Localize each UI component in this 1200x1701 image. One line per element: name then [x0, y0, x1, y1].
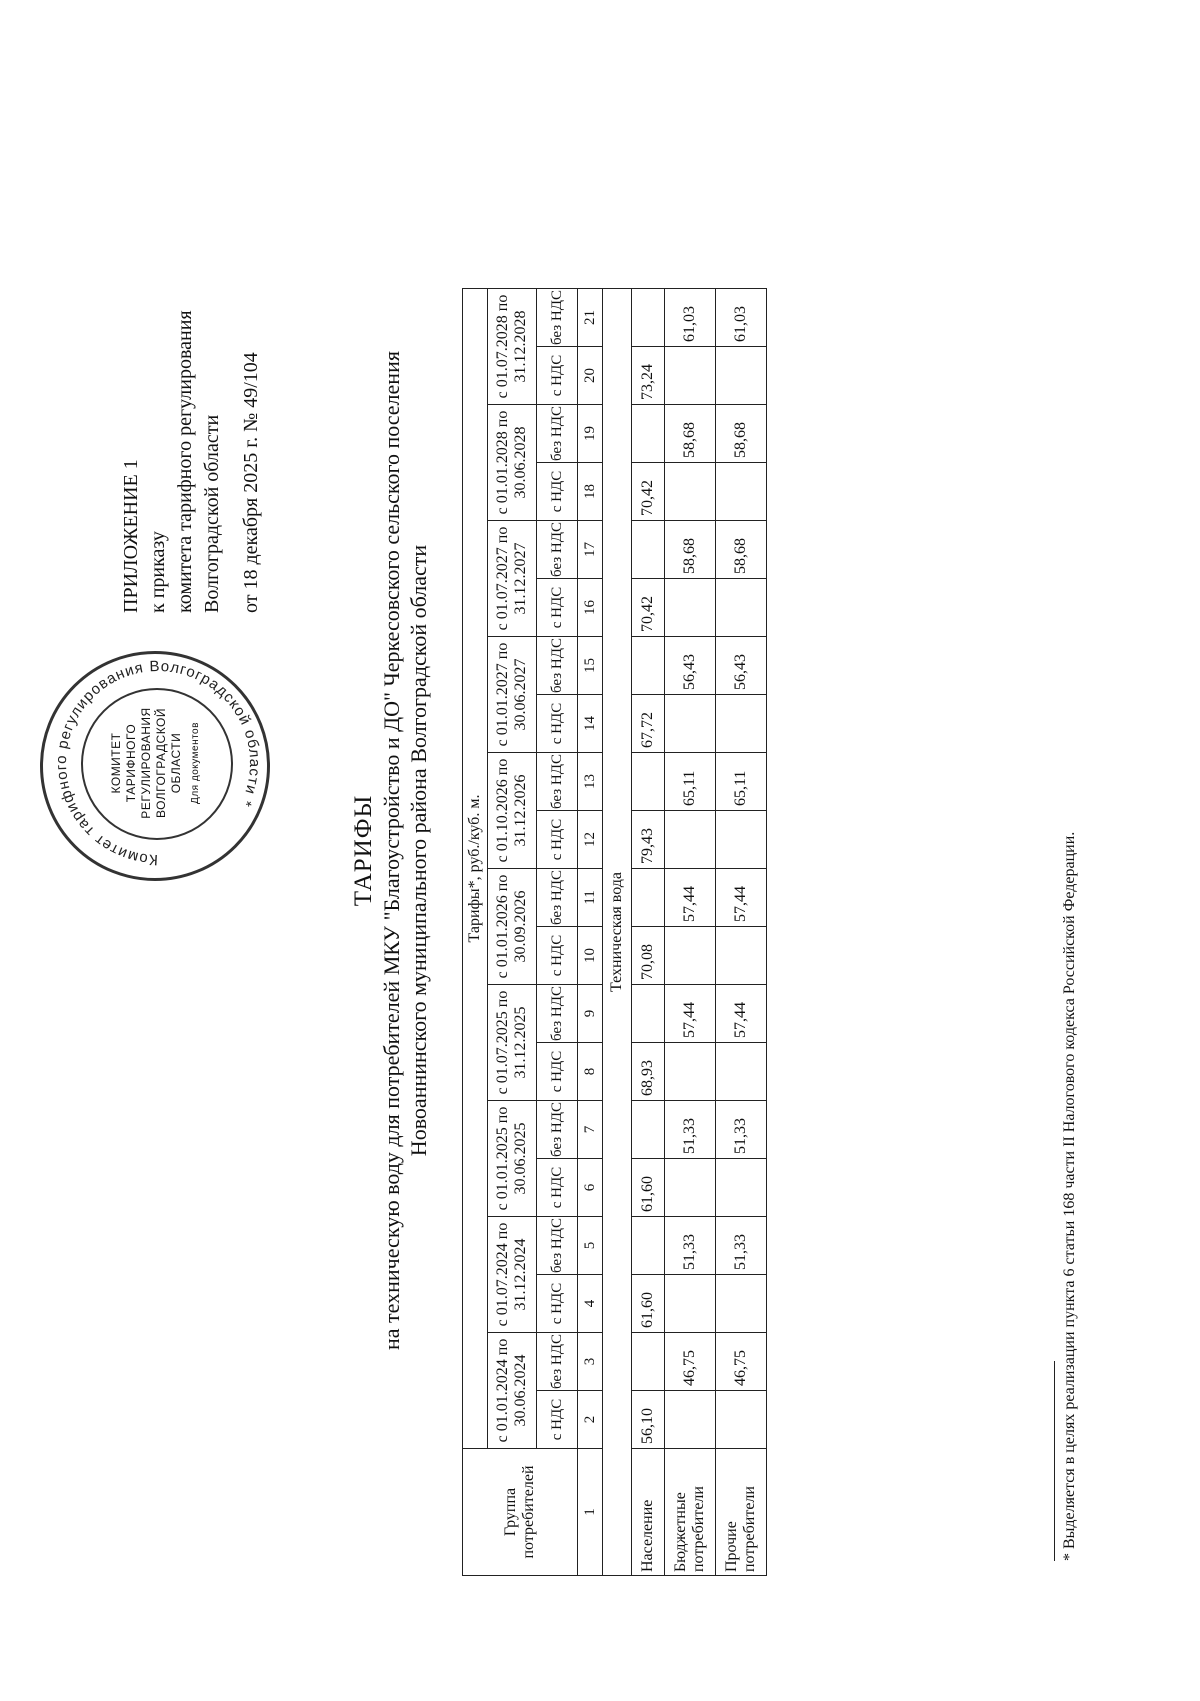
- tariff-value-cell: 51,33: [665, 1217, 716, 1275]
- column-number-cell: 11: [578, 869, 603, 927]
- period-header-cell: с 01.01.2028 по 30.06.2028: [488, 405, 537, 521]
- tariff-value-cell: [632, 637, 665, 695]
- seal-center-line: ТАРИФНОГО: [124, 723, 138, 803]
- tariff-value-cell: [632, 1101, 665, 1159]
- tariff-value-cell: 57,44: [716, 985, 767, 1043]
- footnote-text: * Выделяется в целях реализации пункта 6 статьи 168 части II Налогового кодекса Российской Федерации.: [1061, 831, 1078, 1561]
- column-number-cell: 8: [578, 1043, 603, 1101]
- tariff-value-cell: [716, 579, 767, 637]
- tariff-value-cell: 79,43: [632, 811, 665, 869]
- column-number-cell: 7: [578, 1101, 603, 1159]
- tariff-value-cell: 57,44: [716, 869, 767, 927]
- tariff-value-cell: [632, 985, 665, 1043]
- with-vat-header-cell: с НДС: [537, 1391, 578, 1449]
- row-label-cell: Бюджетные потребители: [665, 1449, 716, 1576]
- appendix-date: от 18 декабря 2025 г. № 49/104: [240, 352, 262, 613]
- tariff-value-cell: 46,75: [665, 1333, 716, 1391]
- tariff-value-cell: [665, 347, 716, 405]
- tariff-value-cell: [716, 811, 767, 869]
- tariff-value-cell: 46,75: [716, 1333, 767, 1391]
- appendix-line-2: комитета тарифного регулирования: [174, 310, 196, 613]
- tariffs-header-cell: Тарифы*, руб./куб. м.: [463, 289, 488, 1449]
- with-vat-header-cell: с НДС: [537, 927, 578, 985]
- tariff-value-cell: 51,33: [665, 1101, 716, 1159]
- tariff-value-cell: [716, 1391, 767, 1449]
- group-header-cell: Группа потребителей: [463, 1449, 578, 1576]
- period-header-cell: с 01.01.2027 по 30.06.2027: [488, 637, 537, 753]
- column-number-cell: 20: [578, 347, 603, 405]
- tariff-value-cell: 65,11: [716, 753, 767, 811]
- document-subtitle-1: на техническую воду для потребителей МКУ "Благоустройство и ДО" Черкесовского сельского поселения: [379, 351, 404, 1350]
- tariff-value-cell: [632, 521, 665, 579]
- with-vat-header-cell: с НДС: [537, 1275, 578, 1333]
- tariff-value-cell: 51,33: [716, 1101, 767, 1159]
- column-number-cell: 19: [578, 405, 603, 463]
- appendix-block: [118, 193, 265, 613]
- tariff-value-cell: 73,24: [632, 347, 665, 405]
- tariff-value-cell: 56,43: [716, 637, 767, 695]
- tariff-value-cell: 61,03: [665, 289, 716, 347]
- tariff-value-cell: 58,68: [716, 405, 767, 463]
- tariff-value-cell: [632, 1217, 665, 1275]
- tariff-value-cell: [665, 1275, 716, 1333]
- period-header-cell: с 01.10.2026 по 31.12.2026: [488, 753, 537, 869]
- without-vat-header-cell: без НДС: [537, 1101, 578, 1159]
- tariff-value-cell: 67,72: [632, 695, 665, 753]
- tariff-value-cell: [716, 1275, 767, 1333]
- column-number-cell: 12: [578, 811, 603, 869]
- tariff-value-cell: [665, 579, 716, 637]
- tariff-value-cell: 58,68: [665, 521, 716, 579]
- tariff-value-cell: 61,60: [632, 1159, 665, 1217]
- tariff-value-cell: [665, 463, 716, 521]
- column-number-cell: 4: [578, 1275, 603, 1333]
- without-vat-header-cell: без НДС: [537, 637, 578, 695]
- period-header-cell: с 01.07.2027 по 31.12.2027: [488, 521, 537, 637]
- period-header-cell: с 01.01.2024 по 30.06.2024: [488, 1333, 537, 1449]
- tariff-value-cell: [665, 1043, 716, 1101]
- tariff-value-cell: 56,43: [665, 637, 716, 695]
- appendix-title: ПРИЛОЖЕНИЕ 1: [120, 459, 142, 613]
- tariff-value-cell: 68,93: [632, 1043, 665, 1101]
- seal-center-line: ВОЛГОГРАДСКОЙ: [154, 707, 168, 819]
- period-header-cell: с 01.07.2025 по 31.12.2025: [488, 985, 537, 1101]
- with-vat-header-cell: с НДС: [537, 347, 578, 405]
- tariff-value-cell: [632, 1333, 665, 1391]
- column-number-cell: 9: [578, 985, 603, 1043]
- without-vat-header-cell: без НДС: [537, 869, 578, 927]
- tariff-value-cell: [716, 1043, 767, 1101]
- tariff-value-cell: [665, 811, 716, 869]
- appendix-line-1: к приказу: [147, 531, 169, 613]
- tariff-value-cell: [665, 695, 716, 753]
- seal-center-text: [109, 696, 203, 830]
- period-header-cell: с 01.01.2025 по 30.06.2025: [488, 1101, 537, 1217]
- without-vat-header-cell: без НДС: [537, 289, 578, 347]
- tariff-value-cell: 70,42: [632, 579, 665, 637]
- period-header-cell: с 01.07.2024 по 31.12.2024: [488, 1217, 537, 1333]
- official-seal: [40, 651, 270, 881]
- table-row: [665, 289, 716, 1576]
- column-number-cell: 16: [578, 579, 603, 637]
- footnote: [1054, 801, 1079, 1561]
- tariff-value-cell: [716, 695, 767, 753]
- row-label-cell: Население: [632, 1449, 665, 1576]
- table-row: [632, 289, 665, 1576]
- tariff-value-cell: 57,44: [665, 985, 716, 1043]
- document-title-block: [350, 0, 432, 1701]
- with-vat-header-cell: с НДС: [537, 1159, 578, 1217]
- column-number-cell: 18: [578, 463, 603, 521]
- without-vat-header-cell: без НДС: [537, 753, 578, 811]
- header-row-tariffs: [463, 289, 488, 1576]
- tariff-value-cell: [716, 347, 767, 405]
- tariff-value-cell: [665, 1391, 716, 1449]
- with-vat-header-cell: с НДС: [537, 1043, 578, 1101]
- column-number-cell: 5: [578, 1217, 603, 1275]
- tariff-value-cell: 65,11: [665, 753, 716, 811]
- without-vat-header-cell: без НДС: [537, 1333, 578, 1391]
- without-vat-header-cell: без НДС: [537, 405, 578, 463]
- tariff-value-cell: 70,42: [632, 463, 665, 521]
- column-number-cell: 14: [578, 695, 603, 753]
- header-row-vat: [537, 289, 578, 1576]
- column-number-cell: 1: [578, 1449, 603, 1576]
- tariff-value-cell: [632, 753, 665, 811]
- document-title: ТАРИФЫ: [350, 794, 377, 907]
- column-number-cell: 21: [578, 289, 603, 347]
- seal-bottom-text: Для документов: [190, 722, 201, 804]
- section-row: [603, 289, 632, 1576]
- with-vat-header-cell: с НДС: [537, 463, 578, 521]
- column-number-cell: 3: [578, 1333, 603, 1391]
- tariff-table-wrapper: [462, 288, 767, 1576]
- with-vat-header-cell: с НДС: [537, 811, 578, 869]
- tariff-value-cell: 58,68: [716, 521, 767, 579]
- tariff-value-cell: [632, 405, 665, 463]
- tariff-value-cell: [716, 1159, 767, 1217]
- table-row: [716, 289, 767, 1576]
- tariff-value-cell: [665, 1159, 716, 1217]
- header-row-periods: [488, 289, 537, 1576]
- period-header-cell: с 01.01.2026 по 30.09.2026: [488, 869, 537, 985]
- column-number-row: [578, 289, 603, 1576]
- tariff-table: [462, 288, 767, 1576]
- tariff-value-cell: 56,10: [632, 1391, 665, 1449]
- section-header-cell: Техническая вода: [603, 289, 632, 1576]
- period-header-cell: с 01.07.2028 по 31.12.2028: [488, 289, 537, 405]
- tariff-value-cell: [632, 289, 665, 347]
- tariff-value-cell: [665, 927, 716, 985]
- tariff-value-cell: 61,03: [716, 289, 767, 347]
- column-number-cell: 15: [578, 637, 603, 695]
- tariff-value-cell: 51,33: [716, 1217, 767, 1275]
- tariff-value-cell: [716, 927, 767, 985]
- tariff-value-cell: 58,68: [665, 405, 716, 463]
- column-number-cell: 17: [578, 521, 603, 579]
- tariff-value-cell: [716, 463, 767, 521]
- svg-text:Комитет тарифного регулировани: Комитет тарифного регулирования Волгоградской области *: [52, 657, 264, 869]
- column-number-cell: 10: [578, 927, 603, 985]
- seal-center-line: КОМИТЕТ: [109, 732, 123, 794]
- without-vat-header-cell: без НДС: [537, 985, 578, 1043]
- column-number-cell: 6: [578, 1159, 603, 1217]
- row-label-cell: Прочие потребители: [716, 1449, 767, 1576]
- with-vat-header-cell: с НДС: [537, 579, 578, 637]
- without-vat-header-cell: без НДС: [537, 1217, 578, 1275]
- appendix-line-3: Волгоградской области: [201, 414, 223, 613]
- seal-center-line: ОБЛАСТИ: [169, 732, 183, 794]
- without-vat-header-cell: без НДС: [537, 521, 578, 579]
- footnote-divider: [1054, 1361, 1055, 1561]
- column-number-cell: 13: [578, 753, 603, 811]
- with-vat-header-cell: с НДС: [537, 695, 578, 753]
- tariff-value-cell: 57,44: [665, 869, 716, 927]
- seal-center-line: РЕГУЛИРОВАНИЯ: [139, 707, 153, 819]
- document-subtitle-2: Новоаннинского муниципального района Волгоградской области: [406, 544, 431, 1157]
- tariff-value-cell: 61,60: [632, 1275, 665, 1333]
- column-number-cell: 2: [578, 1391, 603, 1449]
- tariff-value-cell: 70,08: [632, 927, 665, 985]
- tariff-value-cell: [632, 869, 665, 927]
